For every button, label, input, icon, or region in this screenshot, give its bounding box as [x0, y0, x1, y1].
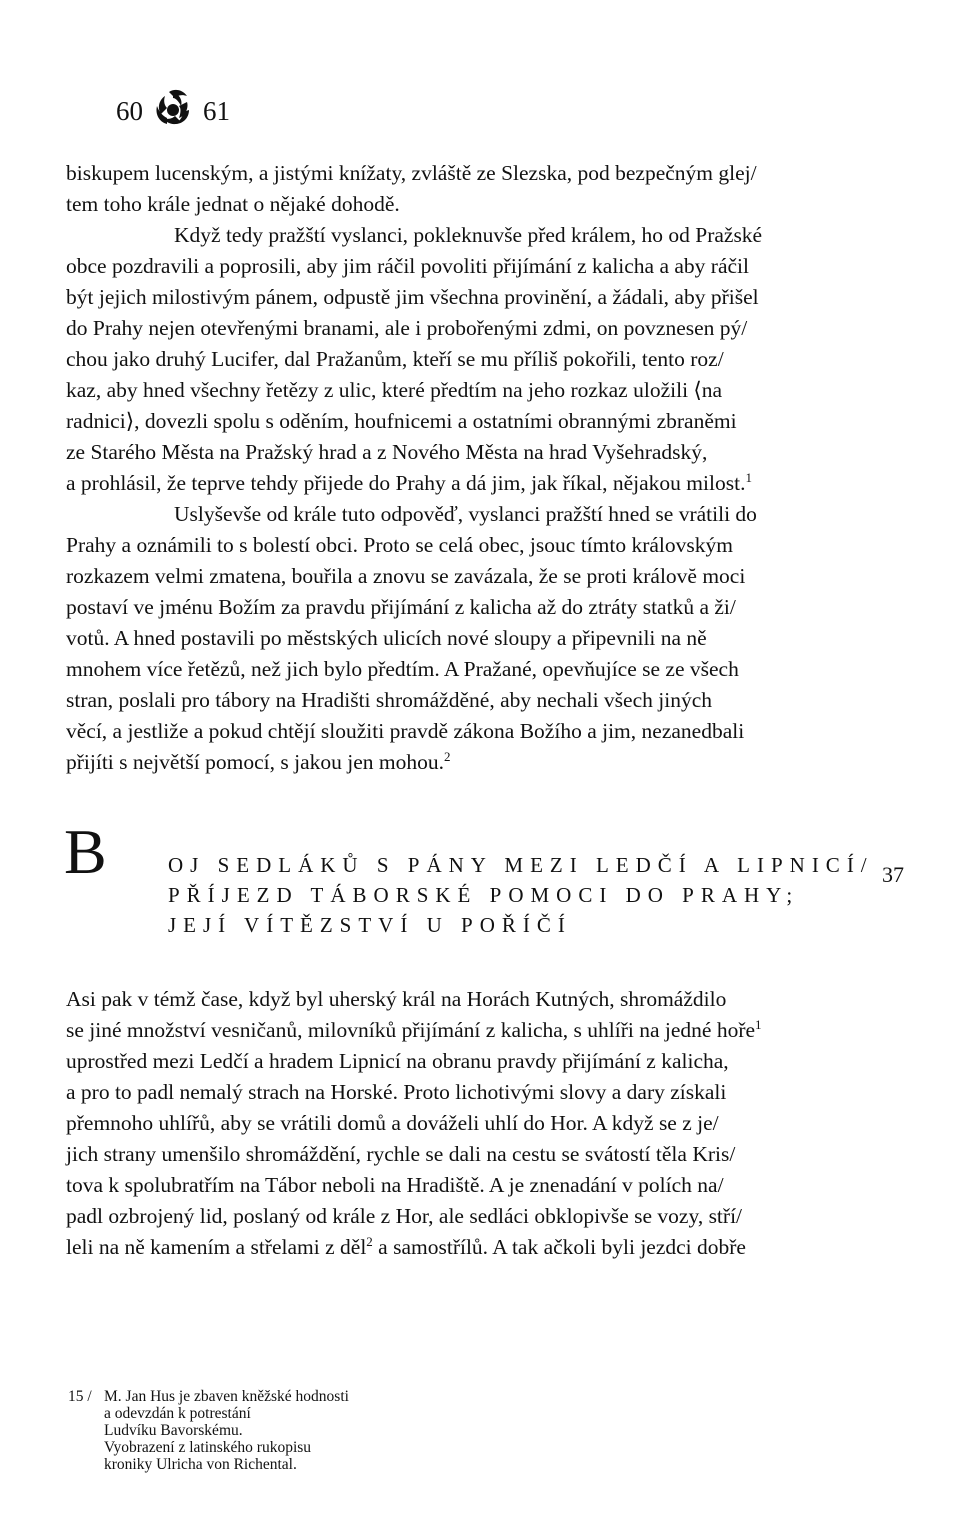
text-segment: a prohlásil, že teprve tehdy přijede do Prahy a dá jim, jak říkal, nějakou milost.	[66, 471, 746, 495]
paragraph-2	[66, 220, 886, 499]
text-line: obce pozdravili a poprosili, aby jim ráčil povoliti přijímání z kalicha a aby ráčil	[66, 254, 750, 278]
text-line: přemnoho uhlířů, aby se vrátili domů a dováželi uhlí do Hor. A když se z je/	[66, 1111, 719, 1135]
text-line: uprostřed mezi Ledčí a hradem Lipnicí na obranu pravdy přijímání z kalicha,	[66, 1049, 729, 1073]
paragraph-3	[66, 499, 886, 778]
caption-line: a odevzdán k potrestání	[104, 1405, 251, 1422]
text-line	[66, 1232, 886, 1263]
text-line: chou jako druhý Lucifer, dal Pražanům, kteří se mu příliš pokořili, tento roz/	[66, 347, 724, 371]
text-line	[66, 747, 886, 778]
text-line: mnohem více řetězů, než jich bylo předtím. A Pražané, opevňujíce se ze všech	[66, 657, 739, 681]
chapter-number: 37	[882, 862, 904, 887]
chapter-title	[168, 850, 874, 940]
page-number-right: 61	[203, 96, 230, 126]
caption-line: Ludvíku Bavorskému.	[104, 1422, 243, 1439]
footnote-ref: 2	[444, 749, 451, 764]
text-line: Uslyševše od krále tuto odpověď, vyslanci pražští hned se vrátili do	[174, 502, 757, 526]
text-line: tem toho krále jednat o nějaké dohodě.	[66, 192, 400, 216]
text-line: věcí, a jestliže a pokud chtějí sloužiti pravdě zákona Božího a jim, nezanedbali	[66, 719, 745, 743]
caption-line: kroniky Ulricha von Richental.	[104, 1456, 297, 1473]
chapter-title-line: JEJÍ VÍTĚZSTVÍ U POŘÍČÍ	[168, 913, 572, 937]
text-segment: a samostřílů. A tak ačkoli byli jezdci dobře	[372, 1235, 746, 1259]
text-line: být jejich milostivým pánem, odpustě jim všechna provinění, a žádali, aby přišel	[66, 285, 759, 309]
text-line: radnici⟩, dovezli spolu s oděním, houfnicemi a ostatními obrannými zbraněmi	[66, 409, 737, 433]
footnote-ref: 1	[755, 1017, 762, 1032]
text-segment: přijíti s největší pomocí, s jakou jen mohou.	[66, 750, 445, 774]
text-line: stran, poslali pro tábory na Hradišti shromážděné, aby nechali všech jiných	[66, 688, 712, 712]
text-line	[66, 468, 886, 499]
text-line: Asi pak v témž čase, když byl uherský král na Horách Kutných, shromáždilo	[66, 987, 727, 1011]
text-line: padl ozbrojený lid, poslaný od krále z Hor, ale sedláci obklopivše se vozy, stří/	[66, 1204, 743, 1228]
text-line: jich strany umenšilo shromáždění, rychle se dali na cestu se svátostí těla Kris/	[66, 1142, 736, 1166]
text-line: Když tedy pražští vyslanci, pokleknuvše před králem, ho od Pražské	[174, 223, 763, 247]
text-line: rozkazem velmi zmatena, bouřila a znovu se zavázala, že se proti královĕ moci	[66, 564, 746, 588]
ornament-icon	[149, 88, 197, 135]
footnote-ref: 2	[366, 1234, 373, 1249]
paragraph-1	[66, 158, 886, 220]
text-line: kaz, aby hned všechny řetězy z ulic, které předtím na jeho rozkaz uložili ⟨na	[66, 378, 723, 402]
page-header	[116, 88, 230, 135]
text-segment: leli na ně kamením a střelami z děl	[66, 1235, 367, 1259]
caption-line: M. Jan Hus je zbaven kněžské hodnosti	[104, 1388, 349, 1405]
text-line: tova k spolubratřím na Tábor neboli na Hradiště. A je znenadání v polích na/	[66, 1173, 724, 1197]
caption-line: Vyobrazení z latinského rukopisu	[104, 1439, 312, 1456]
text-line: do Prahy nejen otevřenými branami, ale i probořenými zdmi, on povznesen pý/	[66, 316, 748, 340]
chapter-title-line: PŘÍJEZD TÁBORSKÉ POMOCI DO PRAHY;	[168, 883, 800, 907]
chapter-title-line: OJ SEDLÁKŮ S PÁNY MEZI LEDČÍ A LIPNICÍ/	[168, 853, 874, 877]
main-text-top	[66, 158, 886, 778]
text-line: postaví ve jménu Božím za pravdu přijímání z kalicha až do ztráty statků a ži/	[66, 595, 736, 619]
text-line: ze Starého Města na Pražský hrad a z Nového Města na hrad Vyšehradský,	[66, 440, 708, 464]
text-line: Prahy a oznámili to s bolestí obci. Proto se celá obec, jsouc tímto královským	[66, 533, 733, 557]
main-text-bottom	[66, 984, 886, 1263]
drop-cap: B	[64, 816, 107, 887]
text-segment: se jiné množství vesničanů, milovníků přijímání z kalicha, s uhlíři na jedné hoře	[66, 1018, 756, 1042]
caption-number: 15 /	[68, 1388, 92, 1405]
text-line	[66, 1015, 886, 1046]
paragraph-4	[66, 984, 886, 1263]
footnote-ref: 1	[745, 470, 752, 485]
figure-caption	[68, 1388, 349, 1473]
text-line: biskupem lucenským, a jistými knížaty, zvláště ze Slezska, pod bezpečným glej/	[66, 161, 757, 185]
text-line: votů. A hned postavili po městských ulicích nové sloupy a připevnili na ně	[66, 626, 707, 650]
page-number-left: 60	[116, 96, 143, 126]
text-line: a pro to padl nemalý strach na Horské. Proto lichotivými slovy a dary získali	[66, 1080, 727, 1104]
